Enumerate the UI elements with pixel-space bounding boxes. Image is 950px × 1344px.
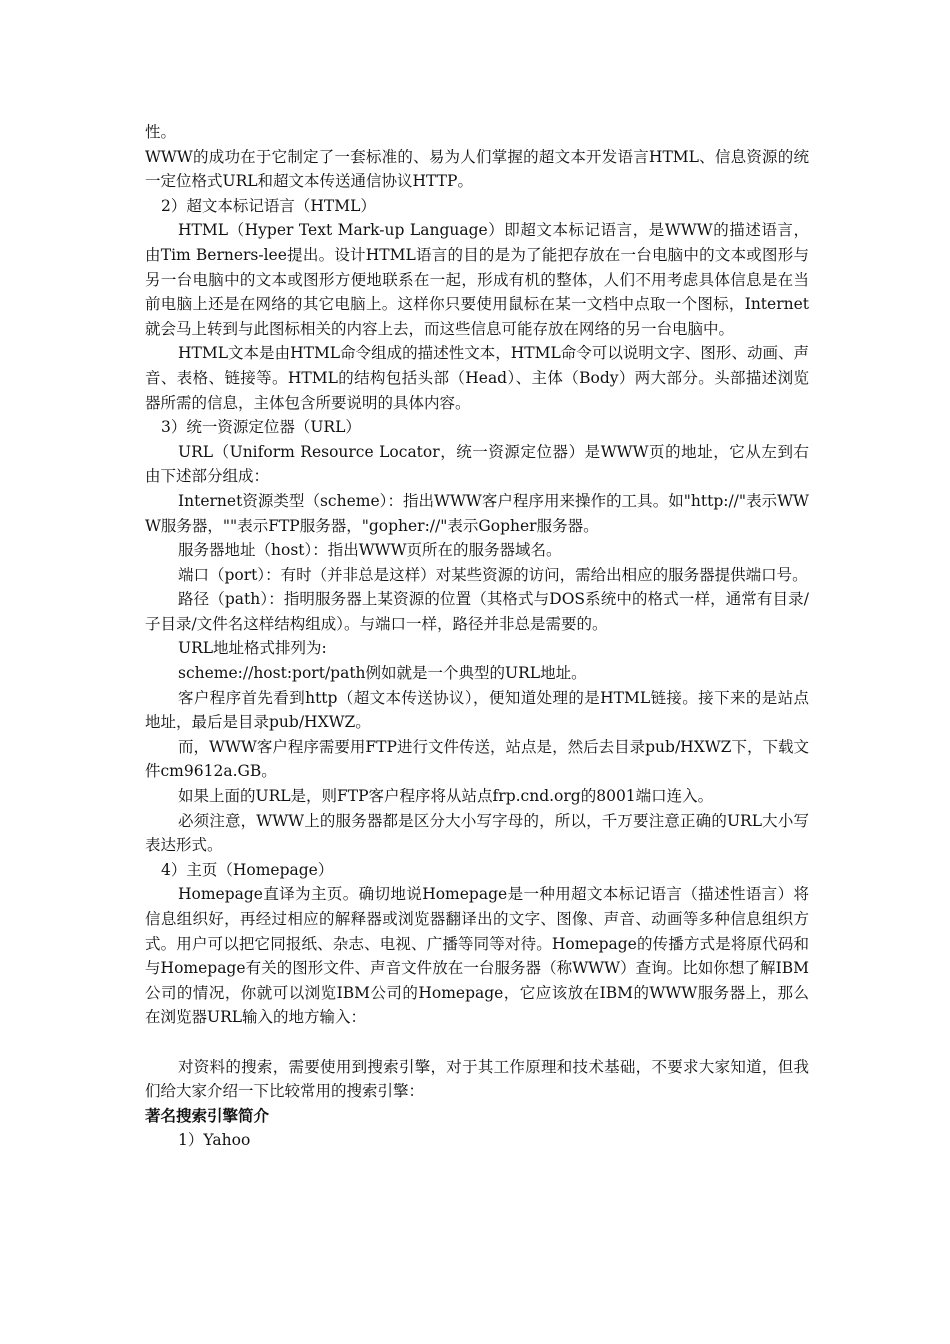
section-title-search-engines: 著名搜索引擎简介 xyxy=(145,1106,270,1125)
document-page xyxy=(145,120,809,1153)
paragraph-url-intro: URL（Uniform Resource Locator，统一资源定位器）是WWW页的地址，它从左到右由下述部分组成： xyxy=(145,442,809,486)
paragraph-continuation: 性。 xyxy=(145,123,177,141)
paragraph-url-http: 客户程序首先看到http（超文本传送协议），便知道处理的是HTML链接。接下来的是站点地址，最后是目录pub/HXWZ。 xyxy=(145,688,809,732)
paragraph-url-format: scheme://host:port/path例如就是一个典型的URL地址。 xyxy=(178,664,587,683)
paragraph-url-ftp: 而，WWW客户程序需要用FTP进行文件传送，站点是，然后去目录pub/HXWZ下，下载文件cm9612a.GB。 xyxy=(145,737,809,781)
section-heading-html: 2）超文本标记语言（HTML） xyxy=(161,196,376,215)
section-heading-homepage: 4）主页（Homepage） xyxy=(161,860,334,879)
paragraph-url-port: 端口（port）：有时（并非总是这样）对某些资源的访问，需给出相应的服务器提供端口号。 xyxy=(178,565,808,584)
paragraph-html-intro: HTML（Hyper Text Mark-up Language）即超文本标记语言，是WWW的描述语言，由Tim Berners-lee提出。设计HTML语言的目的是为了能把存放在一台电脑中的文本或图形与另一台电脑中的文本或图形方便地联系在一起，形成有机的整体，人们不用考虑具体信息是在当前电脑上还是在网络的其它电脑上。这样你只要使用鼠标在某一文档中点取一个图标，Internet就会马上转到与此图标相关的内容上去，而这些信息可能存放在网络的另一台电脑中。 xyxy=(145,221,809,338)
paragraph-url-host: 服务器地址（host）：指出WWW页所在的服务器域名。 xyxy=(178,541,562,560)
paragraph-url-case-note: 必须注意，WWW上的服务器都是区分大小写字母的，所以，千万要注意正确的URL大小写表达形式。 xyxy=(145,811,809,855)
paragraph-url-port-example: 如果上面的URL是，则FTP客户程序将从站点frp.cnd.org的8001端口连入。 xyxy=(178,787,714,806)
paragraph-homepage: Homepage直译为主页。确切地说Homepage是一种用超文本标记语言（描述性语言）将信息组织好，再经过相应的解释器或浏览器翻译出的文字、图像、声音、动画等多种信息组织方式。用户可以把它同报纸、杂志、电视、广播等同等对待。Homepage的传播方式是将原代码和与Homepage有关的图形文件、声音文件放在一台服务器（称WWW）查询。比如你想了解IBM公司的情况，你就可以浏览IBM公司的Homepage，它应该放在IBM的WWW服务器上，那么在浏览器URL输入的地方输入： xyxy=(145,885,809,1027)
list-item-yahoo: 1）Yahoo xyxy=(178,1131,251,1150)
paragraph-search-intro: 对资料的搜索，需要使用到搜索引擎，对于其工作原理和技术基础，不要求大家知道，但我们给大家介绍一下比较常用的搜索引擎： xyxy=(145,1057,809,1101)
paragraph-url-scheme: Internet资源类型（scheme）：指出WWW客户程序用来操作的工具。如"http://"表示WWW服务器，""表示FTP服务器，"gopher://"表示Gopher服务器。 xyxy=(145,491,809,535)
paragraph-www-success: WWW的成功在于它制定了一套标准的、易为人们掌握的超文本开发语言HTML、信息资源的统一定位格式URL和超文本传送通信协议HTTP。 xyxy=(145,147,809,191)
blank-line xyxy=(145,1030,809,1055)
section-heading-url: 3）统一资源定位器（URL） xyxy=(161,418,361,437)
paragraph-url-path: 路径（path）：指明服务器上某资源的位置（其格式与DOS系统中的格式一样，通常有目录/子目录/文件名这样结构组成）。与端口一样，路径并非总是需要的。 xyxy=(145,590,809,633)
paragraph-html-structure: HTML文本是由HTML命令组成的描述性文本，HTML命令可以说明文字、图形、动画、声音、表格、链接等。HTML的结构包括头部（Head）、主体（Body）两大部分。头部描述浏览器所需的信息，主体包含所要说明的具体内容。 xyxy=(145,344,809,412)
paragraph-url-format-label: URL地址格式排列为: xyxy=(178,639,327,658)
